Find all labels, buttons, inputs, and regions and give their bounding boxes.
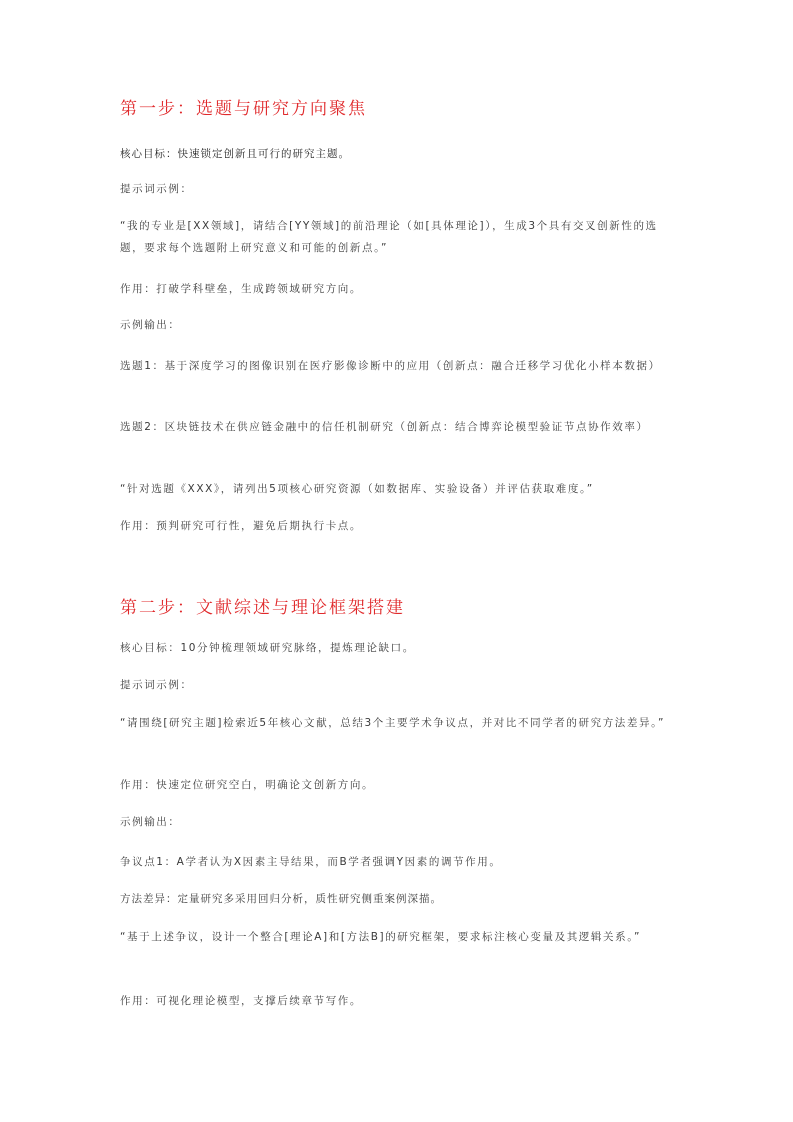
section1-prompt-text: “我的专业是[XX领域]，请结合[YY领域]的前沿理论（如[具体理论]），生成3个具有交叉创新性的选题，要求每个选题附上研究意义和可能的创新点。” (120, 220, 658, 254)
section2-output-label: 示例输出： (120, 816, 181, 828)
section2-goal: 核心目标：10分钟梳理领域研究脉络，提炼理论缺口。 (120, 642, 415, 654)
section1-prompt-label: 提示词示例： (120, 183, 193, 195)
section2-heading: 第二步：文献综述与理论框架搭建 (120, 598, 405, 618)
section2-dispute1: 争议点1：A学者认为X因素主导结果，而B学者强调Y因素的调节作用。 (120, 856, 502, 868)
section1-heading: 第一步：选题与研究方向聚焦 (120, 99, 367, 119)
section1-followup-prompt: “针对选题《XXX》，请列出5项核心研究资源（如数据库、实验设备）并评估获取难度。” (120, 483, 594, 495)
section2-method-diff: 方法差异：定量研究多采用回归分析，质性研究侧重案例深描。 (120, 893, 442, 905)
section1-goal: 核心目标：快速锁定创新且可行的研究主题。 (120, 148, 350, 160)
section1-topic1: 选题1：基于深度学习的图像识别在医疗影像诊断中的应用（创新点：融合迁移学习优化小样本数据） (120, 360, 661, 372)
section2-followup-prompt: “基于上述争议，设计一个整合[理论A]和[方法B]的研究框架，要求标注核心变量及其逻辑关系。” (120, 931, 642, 943)
section2-prompt-label: 提示词示例： (120, 679, 193, 691)
section1-topic2: 选题2：区块链技术在供应链金融中的信任机制研究（创新点：结合博弈论模型验证节点协作效率） (120, 421, 649, 433)
section2-effect1: 作用：快速定位研究空白，明确论文创新方向。 (120, 779, 375, 791)
section1-effect1: 作用：打破学科壁垒，生成跨领域研究方向。 (120, 283, 362, 295)
section1-output-label: 示例输出： (120, 319, 181, 331)
section2-effect2: 作用：可视化理论模型，支撑后续章节写作。 (120, 995, 362, 1007)
section1-effect2: 作用：预判研究可行性，避免后期执行卡点。 (120, 520, 362, 532)
section2-prompt-text: “请围绕[研究主题]检索近5年核心文献，总结3个主要学术争议点，并对比不同学者的研究方法差异。” (120, 717, 665, 729)
